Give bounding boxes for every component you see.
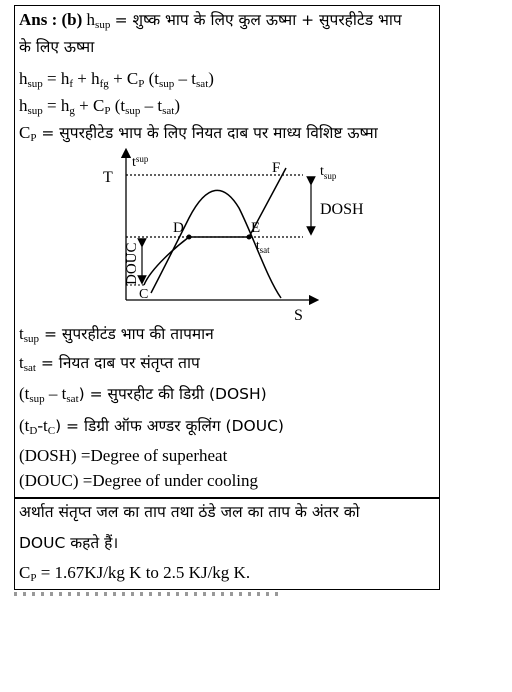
dosh-definition: $(t_{sup} - t_{sat})$ = सुपरहीट की डिग्री (DOSH) bbox=[19, 384, 267, 405]
note-line-2: DOUC कहते हैं। bbox=[19, 534, 119, 552]
equation-1: $h_{sup} = h_f + h_{fg} + C_P$ $(t_{sup} - t_{sat})$ bbox=[19, 69, 214, 90]
douc-label: DOUC bbox=[124, 242, 140, 285]
douc-definition: $(t_D-t_C)$ = डिग्री ऑफ अण्डर कूलिंग (DOUC) bbox=[19, 416, 284, 437]
s-axis-label: S bbox=[294, 307, 303, 324]
cp-definition: $C_P$ = सुपरहीटेड भाप के लिए नियत दाब पर माध्य विशिष्ट ऊष्मा bbox=[19, 123, 378, 144]
cut-off-text-line bbox=[14, 592, 284, 596]
point-d-marker bbox=[187, 235, 192, 240]
dosh-english: (DOSH) =Degree of superheat bbox=[19, 446, 228, 465]
point-f-label: F bbox=[272, 160, 281, 176]
equation-2: $h_{sup} = h_g + C_P$ $(t_{sup} - t_{sat})$ bbox=[19, 96, 180, 117]
hsup-symbol: h bbox=[86, 10, 96, 29]
t-axis-label: T bbox=[103, 169, 113, 186]
ts-diagram bbox=[89, 148, 364, 324]
hsup-definition: = शुष्क भाप के लिए कुल ऊष्मा + सुपरहीटेड भाप bbox=[114, 11, 402, 29]
point-c-label: C bbox=[139, 287, 149, 302]
tsup-axis-label: $t^{sup}$ bbox=[132, 154, 149, 170]
dosh-label: DOSH bbox=[320, 201, 364, 218]
tsat-definition: $t_{sat}$ = नियत दाब पर संतृप्त ताप bbox=[19, 353, 200, 374]
answer-label: Ans : (b) bbox=[19, 10, 83, 29]
answer-line: Ans : (b) $h_{sup}$ = शुष्क भाप के लिए कुल ऊष्मा + सुपरहीटेड भाप bbox=[19, 10, 402, 31]
note-line-1: अर्थात संतृप्त जल का ताप तथा ठंडे जल का ताप के अंतर को bbox=[19, 503, 360, 521]
answer-panel bbox=[14, 5, 440, 498]
note-panel bbox=[14, 498, 440, 590]
tsat-label: $t_{sat}$ bbox=[256, 237, 270, 255]
point-e-label: E bbox=[251, 220, 261, 236]
douc-english: (DOUC) =Degree of under cooling bbox=[19, 471, 259, 490]
tsup-right-label: $t_{sup}$ bbox=[320, 164, 337, 181]
hsup-definition-cont: के लिए ऊष्मा bbox=[19, 38, 95, 56]
cp-value: $C_P = 1.67KJ/kg$ K to 2.5 KJ/kg K. bbox=[19, 563, 251, 584]
tsup-definition: $t_{sup}$ = सुपरहीटंड भाप की तापमान bbox=[19, 324, 214, 345]
point-d-label: D bbox=[173, 220, 184, 236]
